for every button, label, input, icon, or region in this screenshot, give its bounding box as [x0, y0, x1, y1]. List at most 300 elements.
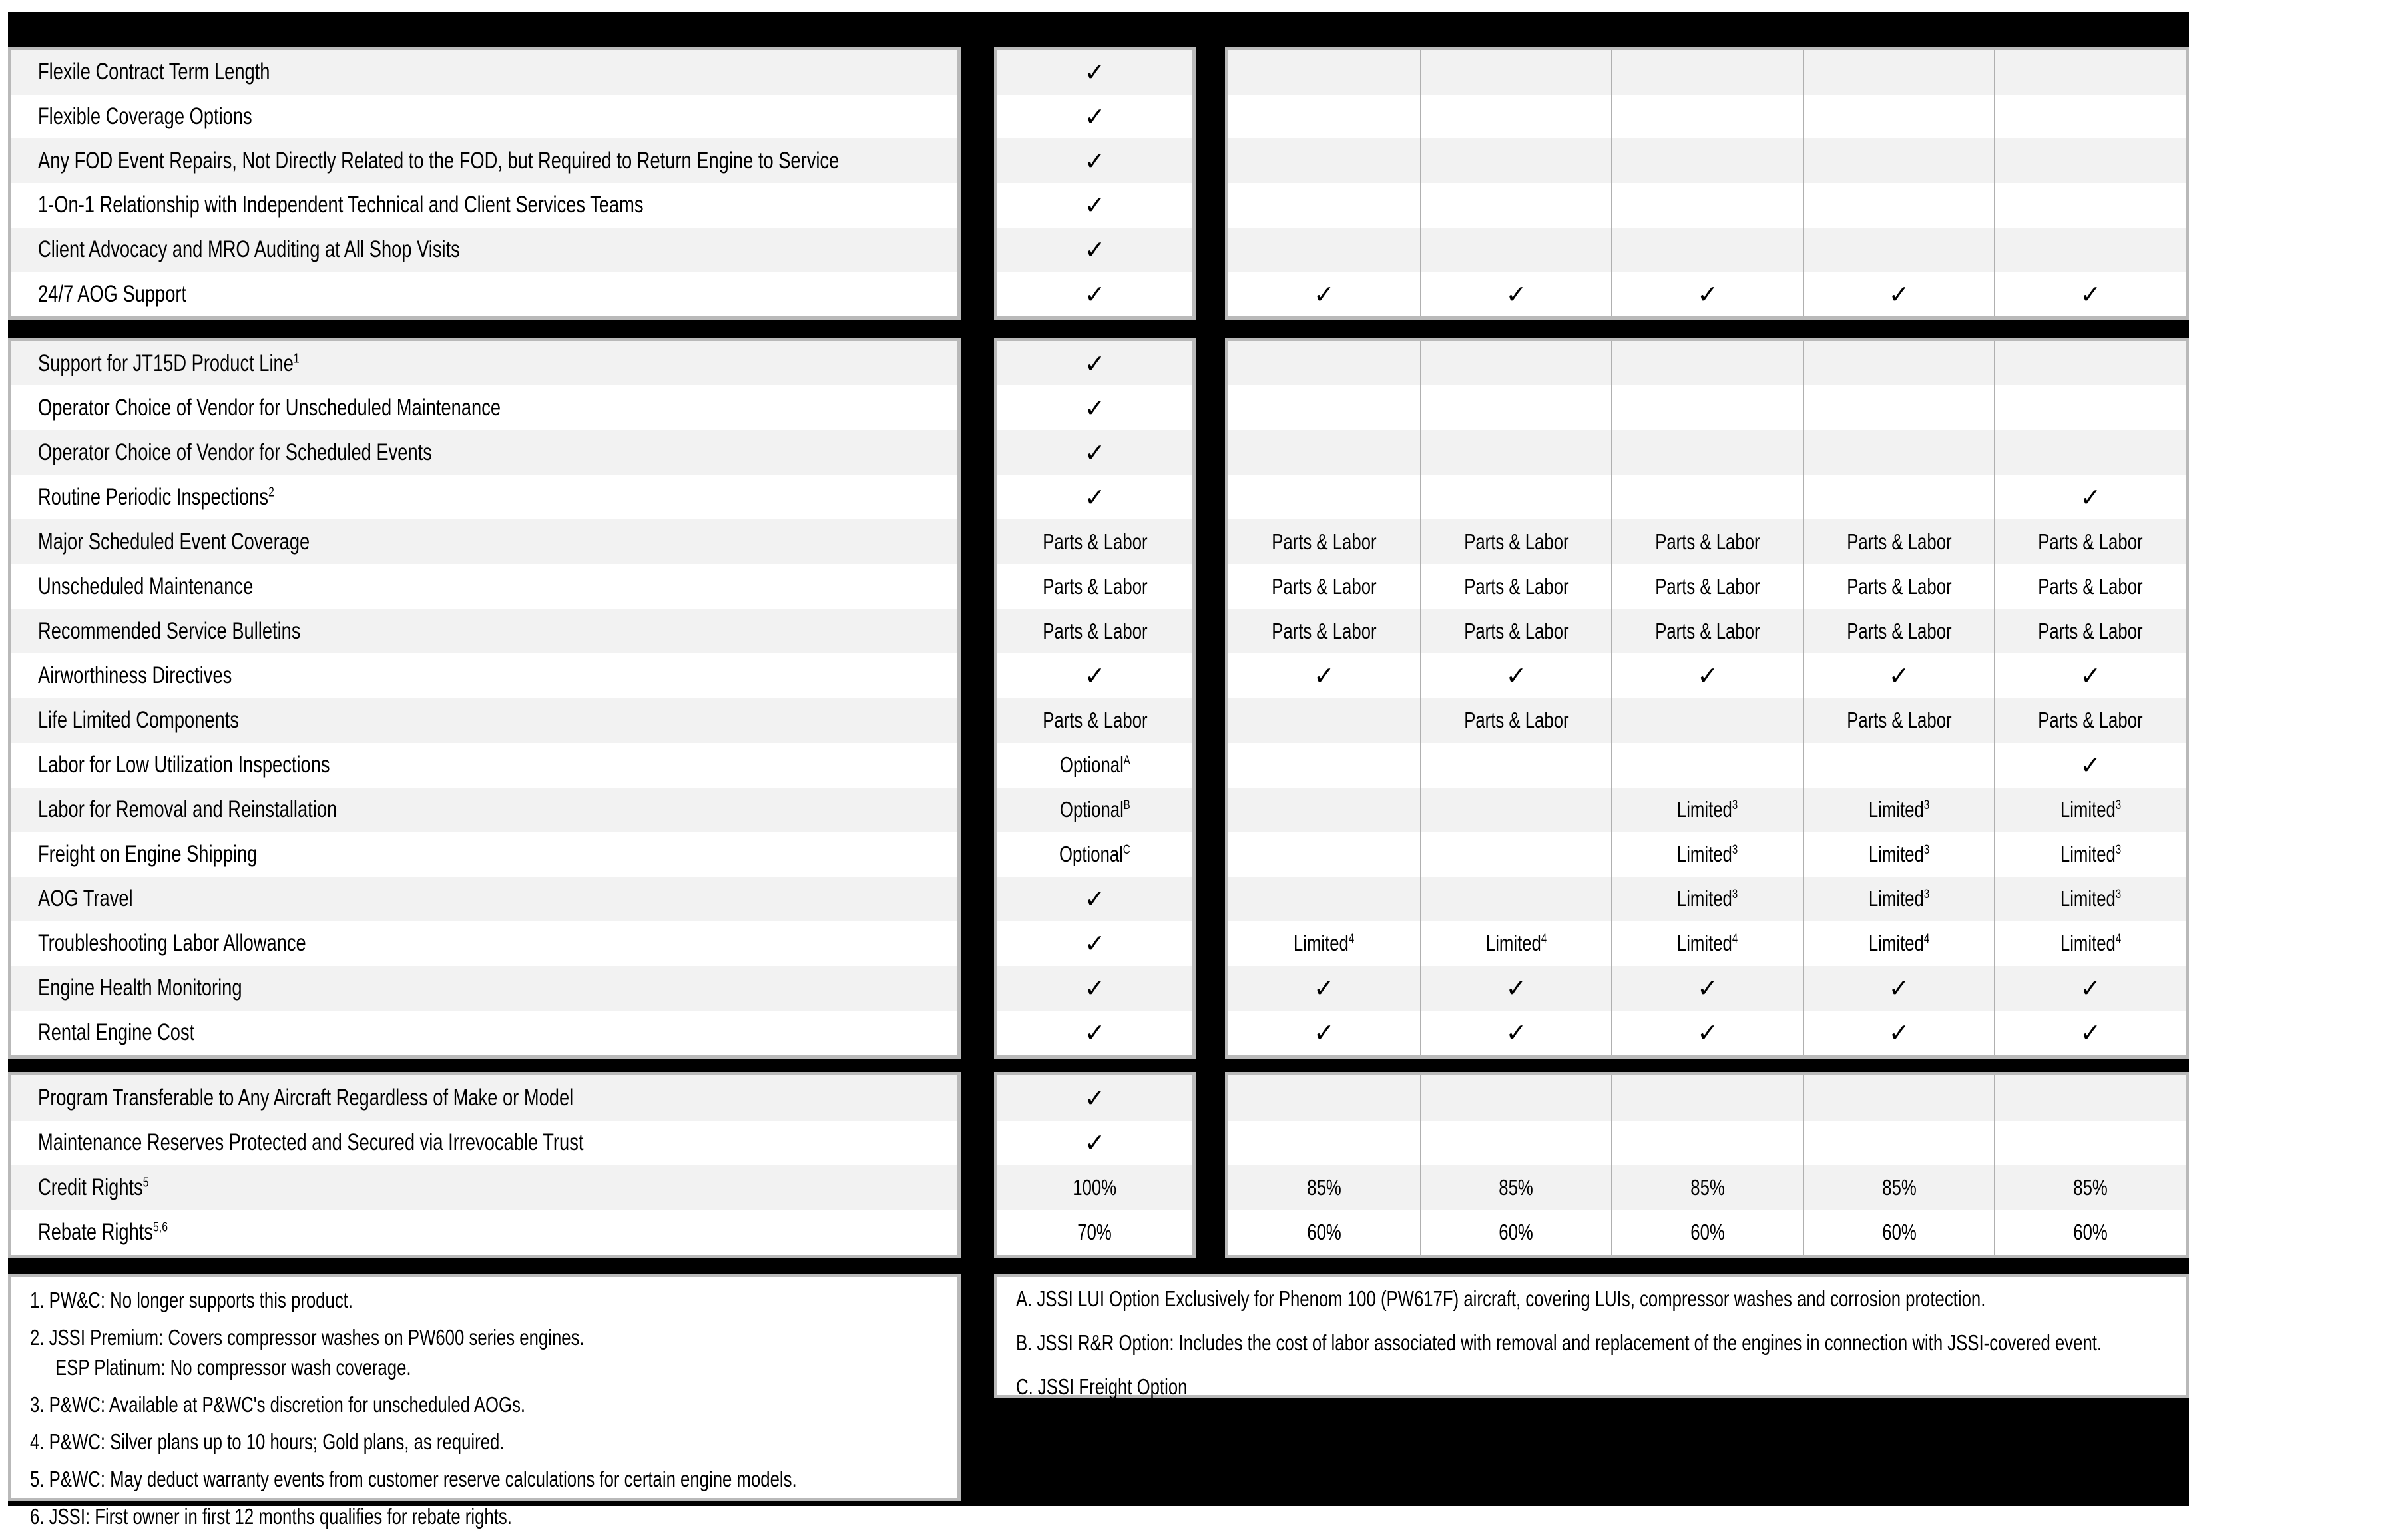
- value-text: Limited$^4$: [1868, 931, 1930, 956]
- value-text: Limited$^3$: [1677, 886, 1738, 911]
- footnote-line: ESP Platinum: No compressor wash coverage.: [55, 1355, 411, 1380]
- check-icon: ✓: [1888, 660, 1910, 690]
- check-icon: ✓: [1084, 973, 1106, 1003]
- footnote-marker: 2: [268, 485, 274, 500]
- value-cell: [1028, 698, 1162, 743]
- footnote-line: 1. PW&C: No longer supports this product.: [30, 1288, 353, 1312]
- value-text: Limited$^3$: [1677, 797, 1738, 822]
- value-cell: [1073, 1210, 1116, 1256]
- footnote-line: C. JSSI Freight Option: [1016, 1374, 1188, 1399]
- table-row: [11, 564, 957, 609]
- table-row: [1228, 653, 2186, 698]
- table-row: [997, 653, 1192, 698]
- table-row: [1228, 50, 2186, 95]
- value-text: Parts & Labor: [1463, 573, 1569, 599]
- value-cell: [1803, 1011, 1995, 1055]
- footnote: [30, 1392, 951, 1422]
- value-cell: [1611, 228, 1803, 272]
- table-row: [1228, 743, 2186, 788]
- footnote: [1016, 1330, 2179, 1360]
- value-cell: [1420, 1165, 1612, 1210]
- table-row: [11, 228, 957, 272]
- table-row: [997, 95, 1192, 139]
- value-text: 60%: [1881, 1220, 1917, 1245]
- value-text: Parts & Labor: [1042, 573, 1148, 599]
- check-icon: ✓: [1697, 279, 1718, 309]
- value-cell: [1228, 138, 1420, 183]
- check-icon: ✓: [2080, 1018, 2102, 1048]
- value-cell: [1420, 564, 1612, 609]
- value-cell: [1611, 832, 1803, 877]
- table-row: [997, 385, 1192, 430]
- value-cell: [1084, 1075, 1106, 1121]
- footnote-line: B. JSSI R&R Option: Includes the cost of labor associated with removal and replacement of the engines in connection with JSSI-covered event.: [1016, 1330, 2102, 1355]
- value-text: 60%: [1499, 1220, 1534, 1245]
- value-cell: [1611, 385, 1803, 430]
- value-cell: [1803, 743, 1995, 788]
- value-cell: [1994, 50, 2186, 95]
- value-cell: [1611, 272, 1803, 316]
- check-icon: ✓: [1084, 348, 1106, 378]
- value-text: 60%: [1690, 1220, 1725, 1245]
- table-row: [997, 228, 1192, 272]
- value-cell: [1803, 138, 1995, 183]
- value-cell: [1228, 50, 1420, 95]
- check-icon: ✓: [1505, 1018, 1527, 1048]
- footnote-marker: 3: [1732, 843, 1738, 858]
- value-cell: [1803, 788, 1995, 832]
- value-cell: [1420, 138, 1612, 183]
- value-cell: [1611, 788, 1803, 832]
- value-cell: [1994, 743, 2186, 788]
- section-3-jssi-col: [994, 1072, 1196, 1258]
- value-cell: [1228, 966, 1420, 1011]
- feature-label: Airworthiness Directives: [38, 662, 232, 688]
- section-3-other-cols: [1225, 1072, 2189, 1258]
- value-text: Parts & Labor: [1042, 529, 1148, 554]
- value-cell: [1611, 564, 1803, 609]
- table-row: [997, 832, 1192, 877]
- value-cell: [1994, 519, 2186, 564]
- table-row: [11, 966, 957, 1011]
- check-icon: ✓: [1084, 1018, 1106, 1048]
- value-cell: [1228, 788, 1420, 832]
- table-row: [1228, 341, 2186, 385]
- table-row: [1228, 1165, 2186, 1210]
- value-cell: [1611, 341, 1803, 385]
- feature-label: Rebate Rights$^{5,6}$: [38, 1219, 168, 1246]
- footnote-marker: 5,6: [153, 1220, 168, 1235]
- value-cell: [1084, 95, 1106, 139]
- footnote-marker: 4: [1349, 932, 1355, 947]
- value-cell: [1994, 95, 2186, 139]
- value-cell: [1084, 50, 1106, 95]
- value-cell: [1420, 921, 1612, 966]
- value-text: Limited$^3$: [1868, 797, 1930, 822]
- table-row: [11, 877, 957, 921]
- check-icon: ✓: [1084, 57, 1106, 87]
- value-text: 60%: [2073, 1220, 2108, 1245]
- value-cell: [1803, 385, 1995, 430]
- table-row: [11, 832, 957, 877]
- value-text: Limited$^3$: [2060, 842, 2121, 867]
- table-row: [11, 1165, 957, 1210]
- value-text: Optional$^C$: [1059, 842, 1130, 867]
- value-cell: [1084, 966, 1106, 1011]
- value-cell: [1803, 921, 1995, 966]
- value-cell: [1228, 183, 1420, 228]
- value-cell: [1228, 475, 1420, 519]
- value-text: Parts & Labor: [1846, 529, 1952, 554]
- footnote-marker: 3: [2115, 888, 2121, 902]
- table-row: [11, 698, 957, 743]
- value-cell: [1228, 1075, 1420, 1121]
- value-cell: [1084, 1121, 1106, 1166]
- value-text: Parts & Labor: [1655, 618, 1760, 643]
- value-text: Parts & Labor: [1463, 708, 1569, 733]
- check-icon: ✓: [2080, 660, 2102, 690]
- footnote-marker: 4: [2115, 932, 2121, 947]
- table-row: [11, 788, 957, 832]
- value-text: Parts & Labor: [1463, 529, 1569, 554]
- table-row: [1228, 228, 2186, 272]
- value-cell: [1228, 1210, 1420, 1256]
- section-2-other-cols: [1225, 338, 2189, 1059]
- table-row: [1228, 966, 2186, 1011]
- value-cell: [1228, 430, 1420, 475]
- value-cell: [1420, 1075, 1612, 1121]
- value-cell: [1611, 743, 1803, 788]
- value-text: 85%: [1690, 1174, 1725, 1200]
- value-text: 85%: [1881, 1174, 1917, 1200]
- table-row: [997, 788, 1192, 832]
- footnotes-right: [994, 1274, 2189, 1398]
- table-row: [1228, 1121, 2186, 1166]
- table-row: [997, 921, 1192, 966]
- value-cell: [1803, 1165, 1995, 1210]
- value-cell: [1803, 95, 1995, 139]
- value-cell: [1228, 95, 1420, 139]
- value-cell: [1084, 341, 1106, 385]
- table-row: [997, 564, 1192, 609]
- value-cell: [1228, 519, 1420, 564]
- value-cell: [1420, 341, 1612, 385]
- table-row: [1228, 95, 2186, 139]
- table-row: [11, 138, 957, 183]
- value-cell: [1228, 832, 1420, 877]
- value-text: Parts & Labor: [2038, 618, 2143, 643]
- value-cell: [1228, 877, 1420, 921]
- table-row: [11, 385, 957, 430]
- value-cell: [1420, 609, 1612, 653]
- check-icon: ✓: [1084, 190, 1106, 220]
- value-cell: [1994, 564, 2186, 609]
- check-icon: ✓: [1084, 929, 1106, 959]
- footnote: [1016, 1374, 2179, 1404]
- table-row: [997, 609, 1192, 653]
- value-text: Parts & Labor: [1272, 618, 1377, 643]
- footnote-marker: 3: [1923, 843, 1930, 858]
- feature-label: Credit Rights$^5$: [38, 1174, 149, 1200]
- value-cell: [1420, 183, 1612, 228]
- table-row: [997, 966, 1192, 1011]
- footnote: [30, 1288, 951, 1318]
- value-cell: [1803, 1210, 1995, 1256]
- value-cell: [1084, 921, 1106, 966]
- value-cell: [1611, 1165, 1803, 1210]
- section-3-features: [8, 1072, 961, 1258]
- value-text: Parts & Labor: [1272, 573, 1377, 599]
- value-cell: [1420, 743, 1612, 788]
- footnote-marker: C: [1123, 843, 1130, 858]
- footnote-marker: 4: [1732, 932, 1738, 947]
- value-cell: [1803, 564, 1995, 609]
- value-cell: [1067, 1165, 1122, 1210]
- value-cell: [1994, 788, 2186, 832]
- table-row: [11, 1075, 957, 1121]
- table-row: [11, 1210, 957, 1256]
- value-text: 85%: [1307, 1174, 1341, 1200]
- check-icon: ✓: [1084, 1128, 1106, 1158]
- value-cell: [1228, 272, 1420, 316]
- value-cell: [1994, 475, 2186, 519]
- value-cell: [1803, 50, 1995, 95]
- value-cell: [1803, 698, 1995, 743]
- table-row: [11, 1121, 957, 1166]
- footnote-marker: 4: [1923, 932, 1930, 947]
- check-icon: ✓: [1084, 102, 1106, 131]
- table-row: [11, 475, 957, 519]
- value-cell: [1803, 609, 1995, 653]
- table-row: [11, 519, 957, 564]
- table-row: [11, 341, 957, 385]
- check-icon: ✓: [1888, 1018, 1910, 1048]
- value-cell: [1420, 788, 1612, 832]
- value-cell: [1228, 653, 1420, 698]
- feature-label: 24/7 AOG Support: [38, 280, 187, 307]
- table-row: [11, 609, 957, 653]
- value-cell: [1228, 1121, 1420, 1166]
- footnote-line: 2. JSSI Premium: Covers compressor washes on PW600 series engines.: [30, 1325, 585, 1350]
- footnote-marker: A: [1123, 754, 1130, 768]
- footnote: [30, 1504, 951, 1534]
- value-cell: [1084, 653, 1106, 698]
- table-row: [997, 743, 1192, 788]
- value-cell: [1228, 1165, 1420, 1210]
- value-cell: [1611, 475, 1803, 519]
- value-cell: [1611, 1011, 1803, 1055]
- footnotes-left: [8, 1274, 961, 1529]
- value-cell: [1420, 832, 1612, 877]
- value-cell: [1420, 430, 1612, 475]
- value-text: Parts & Labor: [2038, 573, 2143, 599]
- value-cell: [1420, 95, 1612, 139]
- footnote-marker: B: [1123, 798, 1130, 813]
- value-cell: [1994, 341, 2186, 385]
- value-cell: [1611, 921, 1803, 966]
- check-icon: ✓: [1505, 279, 1527, 309]
- footnote: [30, 1429, 951, 1459]
- value-cell: [1803, 430, 1995, 475]
- value-cell: [1803, 519, 1995, 564]
- value-cell: [1994, 430, 2186, 475]
- value-text: Parts & Labor: [1846, 618, 1952, 643]
- value-text: 60%: [1307, 1220, 1341, 1245]
- value-cell: [1611, 609, 1803, 653]
- feature-label: Recommended Service Bulletins: [38, 617, 301, 644]
- value-cell: [1420, 50, 1612, 95]
- table-row: [997, 877, 1192, 921]
- value-cell: [1994, 1075, 2186, 1121]
- value-cell: [1084, 385, 1106, 430]
- value-cell: [1228, 609, 1420, 653]
- table-row: [1228, 138, 2186, 183]
- feature-label: Flexile Contract Term Length: [38, 59, 270, 85]
- value-cell: [1420, 519, 1612, 564]
- feature-label: 1-On-1 Relationship with Independent Technical and Client Services Teams: [38, 192, 644, 218]
- feature-label: Troubleshooting Labor Allowance: [38, 930, 306, 957]
- value-cell: [1228, 385, 1420, 430]
- feature-label: Flexible Coverage Options: [38, 103, 252, 129]
- value-cell: [1994, 1210, 2186, 1256]
- table-row: [11, 653, 957, 698]
- table-row: [11, 50, 957, 95]
- value-cell: [1994, 698, 2186, 743]
- value-cell: [1084, 138, 1106, 183]
- value-cell: [1028, 609, 1162, 653]
- value-cell: [1084, 430, 1106, 475]
- check-icon: ✓: [1084, 482, 1106, 512]
- table-row: [1228, 921, 2186, 966]
- section-1-jssi-col: [994, 47, 1196, 320]
- feature-label: Client Advocacy and MRO Auditing at All Shop Visits: [38, 236, 460, 263]
- value-cell: [1803, 1121, 1995, 1166]
- footnote-marker: 3: [1923, 888, 1930, 902]
- table-row: [1228, 183, 2186, 228]
- check-icon: ✓: [1084, 279, 1106, 309]
- value-text: Limited$^3$: [1868, 842, 1930, 867]
- footnote: [30, 1467, 951, 1497]
- value-cell: [1420, 653, 1612, 698]
- check-icon: ✓: [1313, 660, 1335, 690]
- value-text: Parts & Labor: [2038, 708, 2143, 733]
- check-icon: ✓: [1505, 973, 1527, 1003]
- check-icon: ✓: [1697, 973, 1718, 1003]
- footnote-marker: 1: [293, 350, 300, 366]
- value-cell: [1994, 138, 2186, 183]
- value-cell: [1228, 341, 1420, 385]
- value-text: Parts & Labor: [1655, 573, 1760, 599]
- footnote-line: A. JSSI LUI Option Exclusively for Phenom 100 (PW617F) aircraft, covering LUIs, compressor washes and corrosion protection.: [1016, 1286, 1986, 1311]
- footnote-line: 4. P&WC: Silver plans up to 10 hours; Gold plans, as required.: [30, 1429, 505, 1454]
- table-row: [997, 698, 1192, 743]
- value-cell: [1084, 183, 1106, 228]
- value-cell: [1228, 921, 1420, 966]
- value-cell: [1611, 1075, 1803, 1121]
- table-row: [1228, 475, 2186, 519]
- value-cell: [1611, 1121, 1803, 1166]
- value-cell: [1994, 1011, 2186, 1055]
- value-cell: [1803, 653, 1995, 698]
- table-row: [997, 138, 1192, 183]
- value-text: Limited$^4$: [1294, 931, 1355, 956]
- value-cell: [1994, 832, 2186, 877]
- footnote-marker: 3: [1923, 798, 1930, 813]
- feature-label: Major Scheduled Event Coverage: [38, 528, 310, 555]
- section-2-features: [8, 338, 961, 1059]
- value-cell: [1611, 50, 1803, 95]
- table-row: [11, 430, 957, 475]
- check-icon: ✓: [1084, 437, 1106, 467]
- check-icon: ✓: [2080, 482, 2102, 512]
- section-1-features: [8, 47, 961, 320]
- table-row: [11, 95, 957, 139]
- value-cell: [1994, 1121, 2186, 1166]
- table-row: [11, 272, 957, 316]
- footnote-line: 5. P&WC: May deduct warranty events from customer reserve calculations for certain engine models.: [30, 1467, 797, 1491]
- value-cell: [1611, 877, 1803, 921]
- table-row: [1228, 519, 2186, 564]
- check-icon: ✓: [1084, 1083, 1106, 1113]
- check-icon: ✓: [2080, 279, 2102, 309]
- value-cell: [1994, 653, 2186, 698]
- table-row: [997, 1011, 1192, 1055]
- value-cell: [1803, 966, 1995, 1011]
- footnote-line: 3. P&WC: Available at P&WC's discretion for unscheduled AOGs.: [30, 1392, 526, 1417]
- table-row: [11, 1011, 957, 1055]
- footnote: [30, 1325, 951, 1385]
- value-cell: [1994, 183, 2186, 228]
- value-text: Limited$^3$: [2060, 797, 2121, 822]
- value-cell: [1228, 1011, 1420, 1055]
- value-cell: [1084, 1011, 1106, 1055]
- value-cell: [1084, 475, 1106, 519]
- table-row: [997, 341, 1192, 385]
- value-cell: [1803, 1075, 1995, 1121]
- table-row: [1228, 272, 2186, 316]
- footnote-marker: 3: [2115, 798, 2121, 813]
- check-icon: ✓: [1084, 393, 1106, 423]
- footnote-marker: 3: [1732, 798, 1738, 813]
- value-cell: [1028, 519, 1162, 564]
- value-cell: [1420, 877, 1612, 921]
- value-cell: [1994, 921, 2186, 966]
- value-cell: [1803, 183, 1995, 228]
- feature-label: Freight on Engine Shipping: [38, 841, 258, 868]
- table-row: [997, 1075, 1192, 1121]
- value-text: 85%: [1499, 1174, 1534, 1200]
- value-text: Limited$^4$: [2060, 931, 2121, 956]
- value-cell: [1420, 385, 1612, 430]
- feature-label: Program Transferable to Any Aircraft Regardless of Make or Model: [38, 1084, 574, 1111]
- value-cell: [1994, 228, 2186, 272]
- table-row: [997, 519, 1192, 564]
- table-row: [997, 430, 1192, 475]
- table-row: [11, 183, 957, 228]
- value-text: Parts & Labor: [1042, 618, 1148, 643]
- value-cell: [1611, 1210, 1803, 1256]
- feature-label: Life Limited Components: [38, 707, 239, 734]
- table-row: [1228, 832, 2186, 877]
- table-row: [997, 475, 1192, 519]
- value-text: Limited$^3$: [1677, 842, 1738, 867]
- value-text: Parts & Labor: [1463, 618, 1569, 643]
- value-text: Parts & Labor: [1846, 573, 1952, 599]
- value-text: Optional$^A$: [1059, 752, 1130, 778]
- check-icon: ✓: [1888, 279, 1910, 309]
- value-cell: [1803, 272, 1995, 316]
- value-cell: [1611, 138, 1803, 183]
